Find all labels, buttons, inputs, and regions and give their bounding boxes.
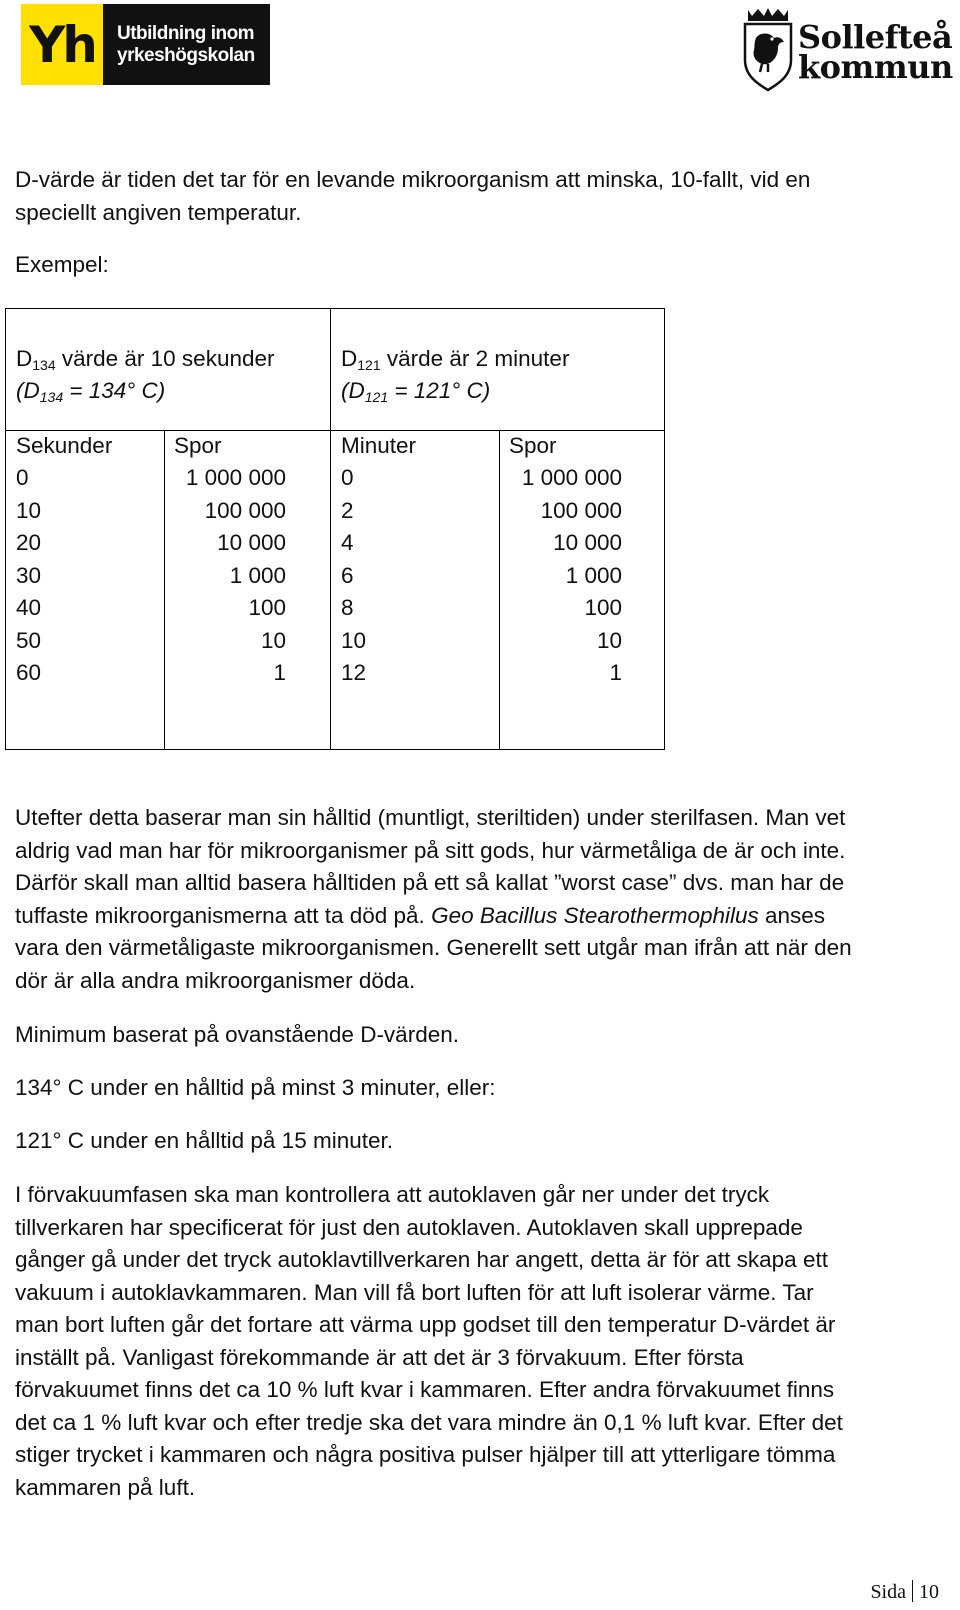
seconds-cell: 60 [16, 660, 42, 685]
minutes-cell: 12 [341, 660, 367, 685]
minimum-heading: Minimum baserat på ovanstående D-värden. [15, 1022, 459, 1047]
spores-cell: 100 000 [204, 497, 286, 523]
col-header-spores-left: Spor [174, 433, 222, 458]
col-header-seconds: Sekunder [16, 433, 113, 458]
left-header-subtitle: ($D_{134} = 134^\circ$ C) [16, 378, 166, 405]
yh-wordmark [103, 4, 270, 85]
kommun-name: Sollefteå kommun [798, 18, 953, 86]
yh-line2: yrkeshögskolan [117, 44, 255, 66]
holding-time-paragraph: Utefter detta baserar man sin hålltid (muntligt, steriltiden) under sterilfasen. Man vet aldrig vad man har för mikroorganismer på sitt gods, hur värmetåliga de är och inte. Därför skall man alltid basera hålltiden på ett så kallat ”worst case” dvs. man har de tuffaste mikroorganismerna att ta död på. Geo Bacillus Stearothermophilus anses vara den värmetåligaste mikroorganismen. Generellt sett utgår man ifrån att när den dör är alla andra mikroorganismer döda. [15, 805, 852, 993]
right-header-title: $D_{121}$ värde är 2 minuter [341, 346, 570, 373]
prevacuum-paragraph: I förvakuumfasen ska man kontrollera att autoklaven går ner under det tryck tillverkaren har specificerat för just den autoklaven. Autoklaven skall upprepade gånger gå under det tryck autoklavtillverkaren har angett, detta är för att skapa ett vakuum i autoklavkammaren. Man vill få bort luften för att luft isolerar värme. Tar man bort luften går det fortare att värma upp godset till den temperatur D-värdet är inställt på. Vanligast förekommande är att det är 3 förvakuum. Efter första förvakuumet finns det ca 10 % luft kvar i kammaren. Efter andra förvakuumet finns det ca 1 % luft kvar och efter tredje ska det vara mindre än 0,1 % luft kvar. Efter det stiger trycket i kammaren och några positiva pulser hjälper till att ytterligare tömma kammaren på luft. [15, 1182, 843, 1500]
minimum-121: 121° C under en hålltid på 15 minuter. [15, 1128, 393, 1153]
d-value-table [5, 308, 665, 750]
page-footer [870, 1580, 939, 1604]
yh-mark: Yh [21, 4, 103, 85]
col-header-minutes: Minuter [341, 433, 417, 458]
spores-cell: 1 000 [229, 562, 286, 588]
page-label: Sida [870, 1581, 906, 1603]
spores-cell: 100 [248, 595, 286, 620]
minutes-cell: 0 [341, 465, 354, 490]
spores-cell: 1 000 [565, 562, 622, 588]
spores-left-column [174, 462, 286, 690]
spores-cell: 100 [584, 595, 622, 620]
spores-cell: 1 000 000 [185, 465, 286, 490]
d-value-definition: D-värde är tiden det tar för en levande mikroorganism att minska, 10-fallt, vid en speciellt angiven temperatur. [15, 167, 811, 225]
minutes-cell: 6 [341, 562, 354, 588]
seconds-cell: 50 [16, 627, 42, 653]
left-header-title: $D_{134}$ värde är 10 sekunder [16, 346, 275, 373]
yh-logo [21, 4, 270, 85]
spores-right-column [509, 462, 622, 690]
coat-of-arms-icon [742, 8, 794, 92]
organism-name: Geo Bacillus Stearothermophilus [431, 902, 759, 928]
minutes-cell: 4 [341, 530, 354, 555]
spores-cell: 10 [596, 627, 622, 653]
footer-separator [912, 1580, 913, 1602]
table-divider-middle [330, 309, 331, 749]
seconds-cell: 40 [16, 595, 42, 620]
table-divider-right [499, 430, 500, 749]
spores-cell: 10 [260, 627, 286, 653]
yh-line1: Utbildning inom [117, 22, 255, 44]
seconds-cell: 20 [16, 530, 42, 555]
solleftea-kommun-logo [742, 8, 960, 92]
seconds-cell: 0 [16, 465, 29, 490]
right-header-subtitle: ($D_{121} = 121^\circ$ C) [341, 378, 491, 405]
example-label: Exempel: [15, 252, 109, 277]
spores-cell: 10 000 [553, 530, 622, 555]
minutes-cell: 8 [341, 595, 354, 620]
spores-cell: 1 000 000 [521, 465, 622, 490]
minutes-column [341, 462, 366, 690]
minimum-134: 134° C under en hålltid på minst 3 minuter, eller: [15, 1075, 496, 1100]
spores-cell: 1 [273, 660, 286, 685]
spores-cell: 1 [609, 660, 622, 685]
seconds-column [16, 462, 41, 690]
seconds-cell: 30 [16, 562, 42, 588]
minutes-cell: 2 [341, 497, 354, 523]
spores-cell: 10 000 [217, 530, 286, 555]
table-divider-left [164, 430, 165, 749]
minutes-cell: 10 [341, 627, 367, 653]
spores-cell: 100 000 [540, 497, 622, 523]
col-header-spores-right: Spor [509, 433, 557, 458]
page-number: 10 [919, 1581, 939, 1603]
seconds-cell: 10 [16, 497, 42, 523]
